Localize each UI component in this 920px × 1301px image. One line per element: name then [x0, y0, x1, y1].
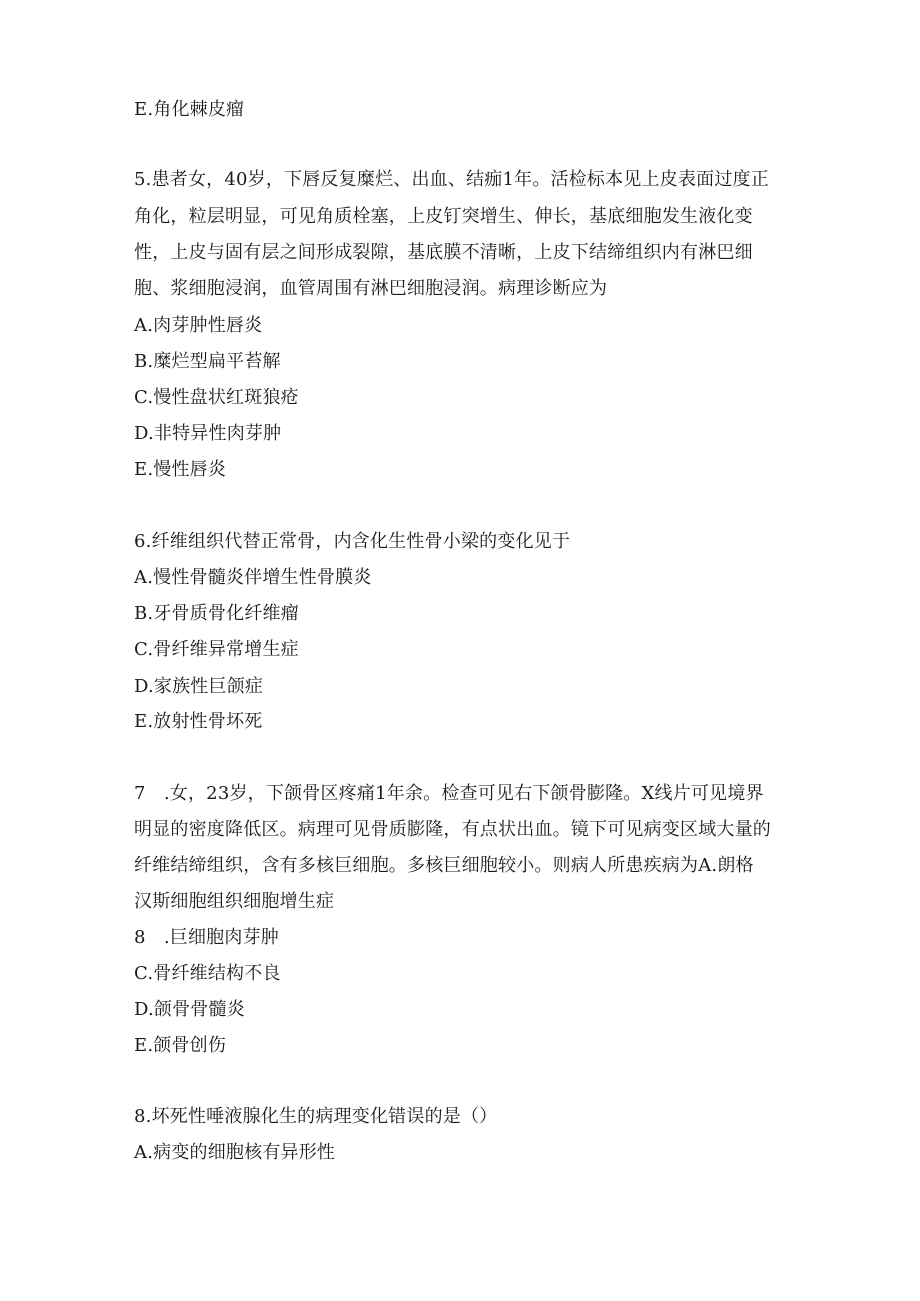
question-6: 6.纤维组织代替正常骨，内含化生性骨小梁的变化见于 [134, 531, 571, 552]
option-b-q6: B.牙骨质骨化纤维瘤 [134, 603, 299, 624]
option-b-q7: 8 .巨细胞肉芽肿 [134, 927, 279, 948]
option-a-q5: A.肉芽肿性唇炎 [134, 315, 263, 336]
option-c-q6: C.骨纤维异常增生症 [134, 639, 299, 660]
option-c-q5: C.慢性盘状红斑狼疮 [134, 387, 299, 408]
option-b-q5: B.糜烂型扁平苔解 [134, 351, 281, 372]
question-5-line-2: 角化，粒层明显，可见角质栓塞，上皮钉突增生、伸长，基底细胞发生液化变 [134, 206, 753, 227]
option-a-q6: A.慢性骨髓炎伴增生性骨膜炎 [134, 567, 372, 588]
question-7-line-1: 7 .女，23岁，下颌骨区疼痛1年余。检查可见右下颌骨膨隆。X线片可见境界 [134, 783, 764, 804]
question-7-line-2: 明显的密度降低区。病理可见骨质膨隆，有点状出血。镜下可见病变区域大量的 [134, 819, 771, 840]
option-a-q8: A.病变的细胞核有异形性 [134, 1142, 336, 1163]
question-5-line-1: 5.患者女，40岁，下唇反复糜烂、出血、结痂1年。活检标本见上皮表面过度正 [134, 169, 769, 190]
option-d-q5: D.非特异性肉芽肿 [134, 423, 282, 444]
question-7-line-4: 汉斯细胞组织细胞增生症 [134, 891, 335, 912]
question-8: 8.坏死性唾液腺化生的病理变化错误的是（） [134, 1106, 498, 1127]
option-c-q7: C.骨纤维结构不良 [134, 963, 281, 984]
option-d-q6: D.家族性巨颌症 [134, 676, 264, 697]
question-7-line-3: 纤维结缔组织，含有多核巨细胞。多核巨细胞较小。则病人所患疾病为A.朗格 [134, 855, 754, 876]
option-e-q4: E.角化棘皮瘤 [134, 99, 245, 120]
option-e-q5: E.慢性唇炎 [134, 459, 227, 480]
question-5-line-4: 胞、浆细胞浸润，血管周围有淋巴细胞浸润。病理诊断应为 [134, 278, 608, 299]
question-5-line-3: 性，上皮与固有层之间形成裂隙，基底膜不清晰，上皮下结缔组织内有淋巴细 [134, 242, 753, 263]
option-e-q6: E.放射性骨坏死 [134, 711, 263, 732]
option-d-q7: D.颌骨骨髓炎 [134, 999, 245, 1020]
option-e-q7: E.颌骨创伤 [134, 1035, 227, 1056]
